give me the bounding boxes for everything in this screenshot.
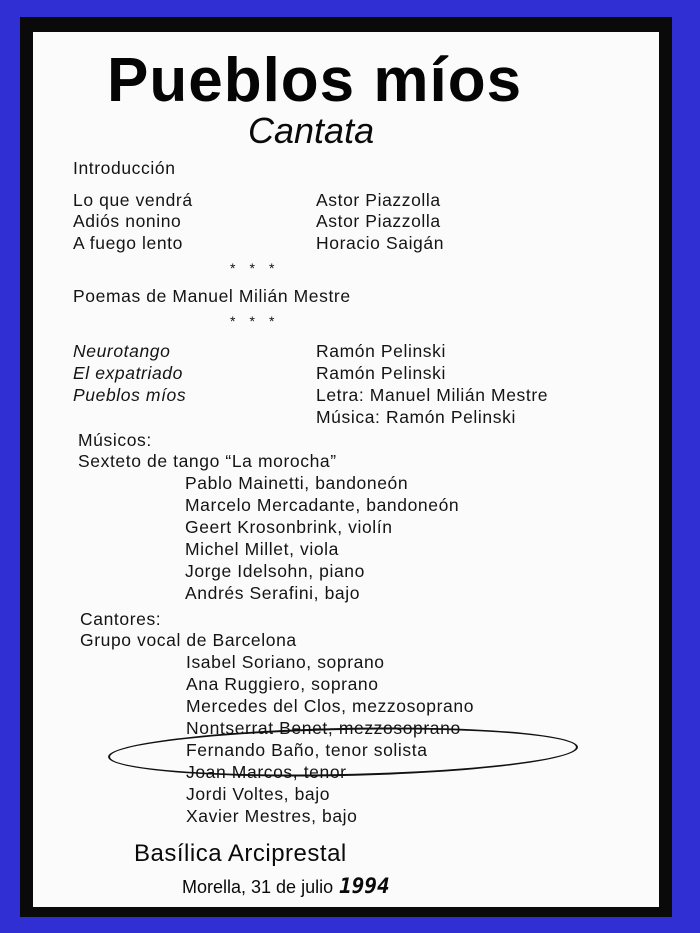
musician-entry: Michel Millet, viola [185,539,339,559]
date-text: Morella, 31 de julio [182,877,334,897]
singer-entry: Joan Marcos, tenor [186,762,347,782]
work-credit: Música: Ramón Pelinski [316,407,516,427]
singer-entry: Xavier Mestres, bajo [186,806,358,826]
choir-name: Grupo vocal de Barcelona [80,630,297,650]
singer-entry: Mercedes del Clos, mezzosoprano [186,696,475,716]
separator: * * * [230,260,276,276]
musician-entry: Pablo Mainetti, bandoneón [185,473,409,493]
piece-title: Adiós nonino [73,211,182,231]
program-subtitle: Cantata [248,110,375,151]
piece-composer: Astor Piazzolla [316,211,441,231]
program-title: Pueblos míos [107,46,523,115]
singer-entry: Fernando Baño, tenor solista [186,740,428,760]
singer-entry: Jordi Voltes, bajo [186,784,331,804]
musician-entry: Jorge Idelsohn, piano [185,561,365,581]
venue-name: Basílica Arciprestal [134,840,347,867]
musicians-heading: Músicos: [78,430,152,450]
separator: * * * [230,313,276,329]
musician-entry: Geert Krosonbrink, violín [185,517,393,537]
singer-entry: Isabel Soriano, soprano [186,652,385,672]
handwritten-year: 1994 [339,874,390,898]
work-credit: Ramón Pelinski [316,363,446,383]
poems-line: Poemas de Manuel Milián Mestre [73,286,351,306]
date-line [182,874,390,898]
piece-composer: Horacio Saigán [316,233,445,253]
piece-title: A fuego lento [73,233,183,253]
singers-heading: Cantores: [80,609,162,629]
work-credit: Letra: Manuel Milián Mestre [316,385,549,405]
piece-composer: Astor Piazzolla [316,190,441,210]
work-title: Neurotango [73,341,171,361]
work-title: El expatriado [73,363,183,383]
piece-title: Lo que vendrá [73,190,193,210]
ensemble-name: Sexteto de tango “La morocha” [78,451,337,471]
work-credit: Ramón Pelinski [316,341,446,361]
musician-entry: Marcelo Mercadante, bandoneón [185,495,460,515]
singer-entry: Ana Ruggiero, soprano [186,674,379,694]
intro-heading: Introducción [73,158,176,178]
work-title: Pueblos míos [73,385,187,405]
musician-entry: Andrés Serafini, bajo [185,583,361,603]
singer-entry: Nontserrat Benet, mezzosoprano [186,718,461,738]
